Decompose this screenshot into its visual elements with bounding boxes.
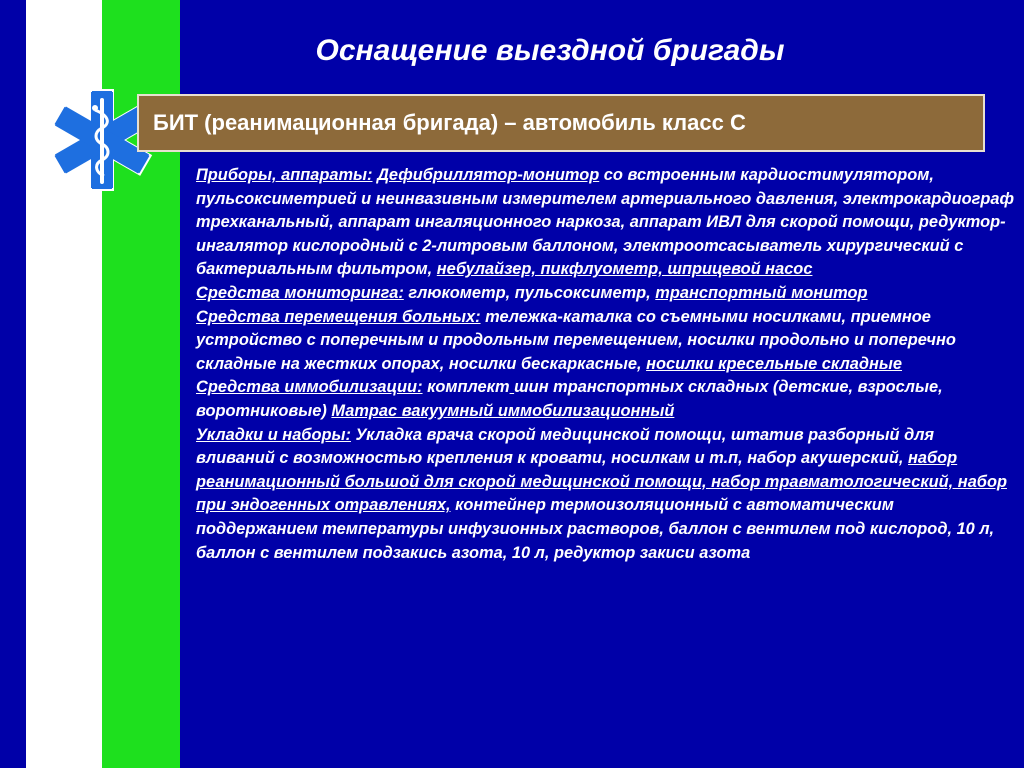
underlined-text: транспортный монитор [655, 283, 868, 302]
underlined-text: Средства перемещения больных: [196, 307, 481, 326]
body-text: контейнер термоизоляционный с автоматическим поддержанием температуры инфузионных растворов, баллон с вентилем под кислород, 10 л, баллон с вентилем подзакись азота, 10 л, редуктор закиси азота [196, 496, 995, 562]
stripe-blue [0, 0, 26, 768]
body-text: со встроенным кардиостимулятором, пульсоксиметрией и неинвазивным измерителем артериального давления, электрокардиограф трехканальный, аппарат ингаляционного наркоза, аппарат ИВЛ для скорой помощи, редуктор-ингалятор кислородный с 2-литровым баллоном, электроотсасыватель хирургический с бактериальным фильтром, [196, 166, 1014, 279]
section-immobilization [196, 376, 1014, 423]
underlined-text: набор реанимационный большой для скорой медицинской помощи, набор травматологический, набор при эндогенных отравлениях, [196, 449, 1007, 515]
section-transport [196, 306, 1014, 377]
underlined-text: небулайзер, пикфлуометр, шприцевой насос [436, 260, 813, 279]
underlined-text: Приборы, аппараты: [196, 166, 373, 184]
underlined-text: Дефибриллятор-монитор [377, 166, 600, 184]
underlined-text: Средства мониторинга: [196, 283, 404, 302]
underlined-text: Матрас вакуумный иммобилизационный [331, 401, 675, 420]
underlined-text: носилки кресельные складные [646, 354, 903, 373]
body-text: шин транспортных складных (детские, взрослые, воротниковые) [196, 378, 943, 420]
section-devices [196, 164, 1014, 282]
section-monitoring [196, 282, 1014, 306]
slide-title: Оснащение выездной бригады [315, 34, 785, 67]
banner-text: БИТ (реанимационная бригада) – автомобиль класс С [153, 110, 746, 135]
body-text: глюкометр, пульсоксиметр, [403, 283, 656, 302]
body-text: комплект [422, 378, 510, 397]
body-text: тележка-каталка со съемными носилками, приемное устройство с поперечным и продольным перемещением, носилки продольно и поперечно складные на жестких опорах, носилки бескаркасные, [196, 307, 956, 373]
equipment-list [196, 164, 1014, 565]
body-text: Укладка врача скорой медицинской помощи, штатив разборный для вливаний с возможностью крепления к кровати, носилкам и т.п, набор акушерский, [196, 425, 935, 468]
underlined-text: Укладки и наборы: [196, 425, 351, 444]
section-kits [196, 424, 1014, 566]
underlined-text: Средства иммобилизации: [196, 378, 423, 397]
banner [137, 94, 985, 152]
